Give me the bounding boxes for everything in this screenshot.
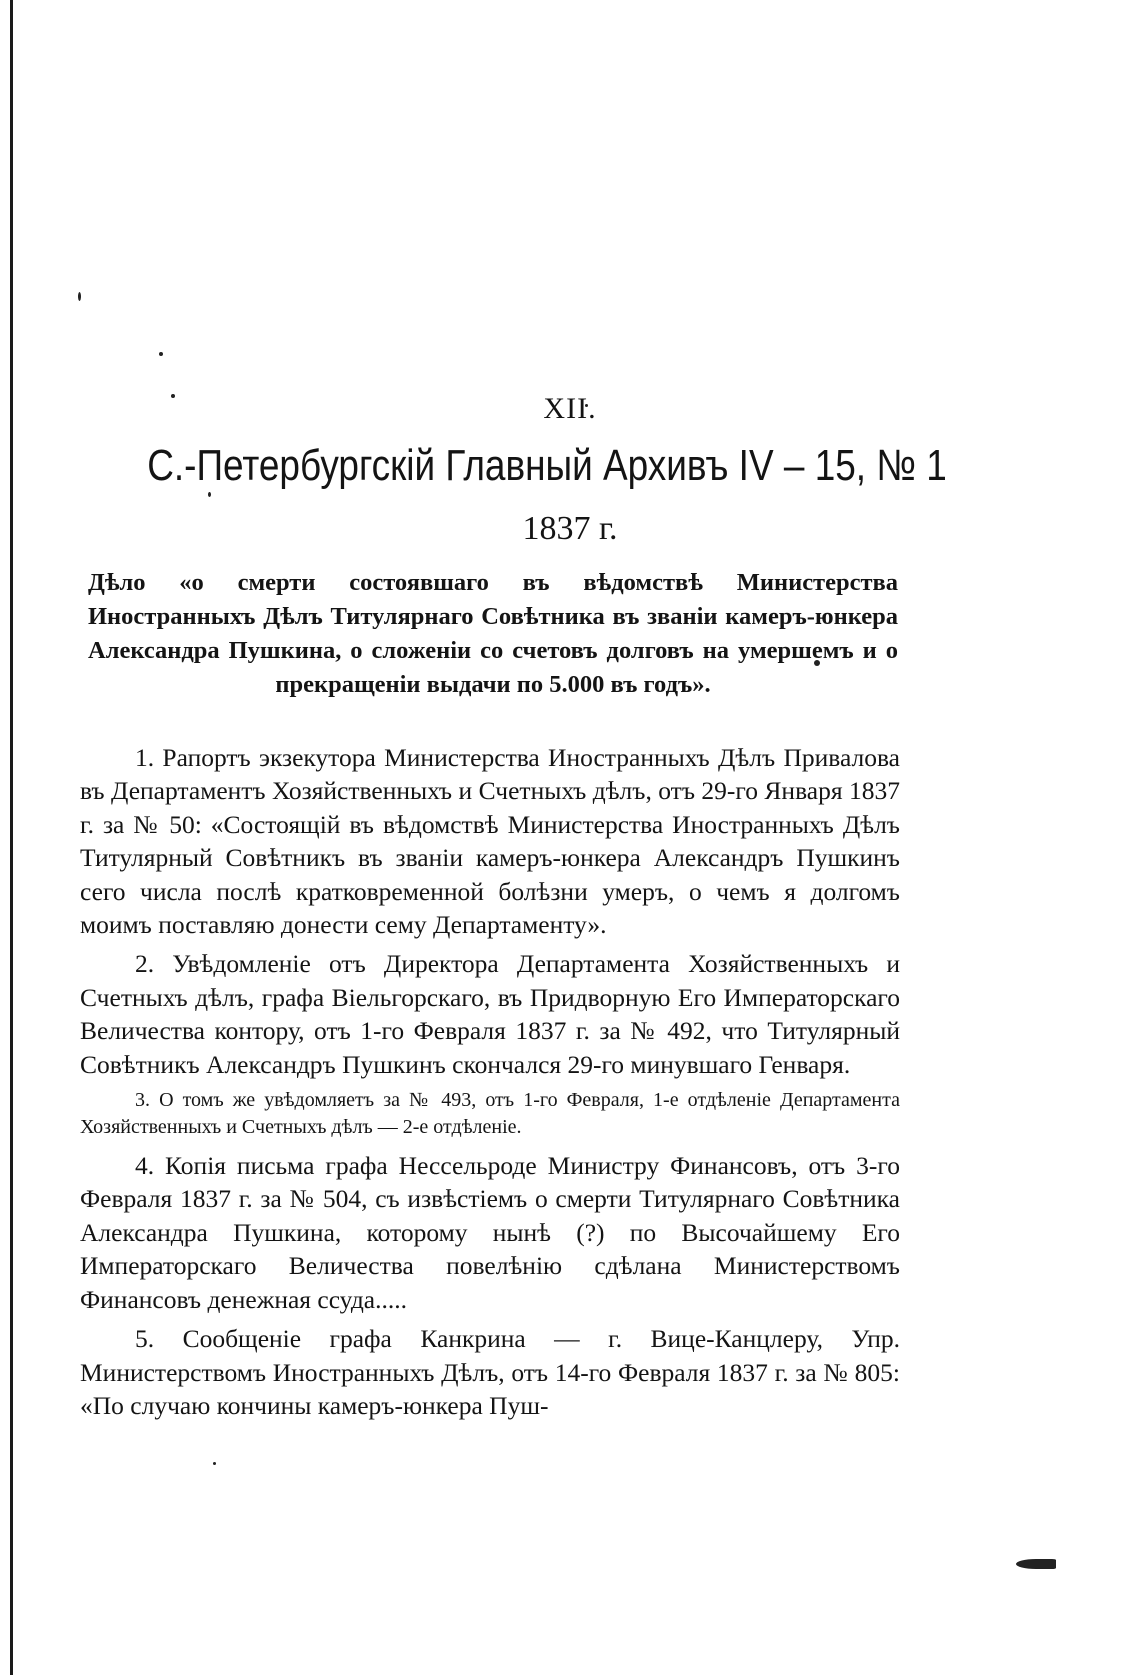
scan-speck bbox=[1016, 1559, 1056, 1569]
document-body bbox=[80, 741, 900, 1422]
scan-speck bbox=[159, 352, 163, 356]
entry-4: 4. Копія письма графа Нессельроде Министру Финансовъ, отъ 3-го Февраля 1837 г. за № 504, съ извѣстіемъ о смерти Титулярнаго Совѣтника Александра Пушкина, которому нынѣ (?) по Высочайшему Его Императорскаго Величества повелѣнію сдѣлана Министерствомъ Финансовъ денежная ссуда..... bbox=[80, 1151, 900, 1314]
entry-3: 3. О томъ же увѣдомляетъ за № 493, отъ 1-го Февраля, 1-е отдѣленіе Департамента Хозяйственныхъ и Счетныхъ дѣлъ — 2-е отдѣленіе. bbox=[80, 1089, 900, 1139]
entry-1: 1. Рапортъ экзекутора Министерства Иностранныхъ Дѣлъ Привалова въ Департаментъ Хозяйственныхъ и Счетныхъ дѣлъ, отъ 29-го Января 1837 г. за № 50: «Состоящій въ вѣдомствѣ Министерства Иностранныхъ Дѣлъ Титулярный Совѣтникъ въ званіи камеръ-юнкера Александръ Пушкинъ сего числа послѣ кратковременной болѣзни умеръ, о чемъ я долгомъ моимъ поставляю донести сему Департаменту». bbox=[80, 743, 900, 940]
page-edge-line bbox=[10, 0, 13, 1675]
scan-speck bbox=[213, 1462, 216, 1465]
archive-title: С.-Петербургскій Главный Архивъ IV – 15, № 1 bbox=[147, 441, 947, 490]
entry-2: 2. Увѣдомленіе отъ Директора Департамента Хозяйственныхъ и Счетныхъ дѣлъ, графа Віельгорскаго, въ Придворную Его Императорскаго Величества контору, отъ 1-го Февраля 1837 г. за № 492, что Титулярный Совѣтникъ Александръ Пушкинъ скончался 29-го минувшаго Генваря. bbox=[80, 949, 900, 1079]
document-year: 1837 г. bbox=[522, 510, 618, 547]
scan-speck bbox=[78, 292, 81, 301]
case-title: Дѣло «о смерти состоявшаго въ вѣдомствѣ Министерства Иностранныхъ Дѣлъ Титулярнаго Совѣтника въ званіи камеръ-юнкера Александра Пушкина, о сложеніи со счетовъ долговъ на умершемъ и о прекращеніи выдачи по 5.000 въ годъ». bbox=[88, 569, 898, 698]
entry-5: 5. Сообщеніе графа Канкрина — г. Вице-Канцлеру, Упр. Министерствомъ Иностранныхъ Дѣлъ, отъ 14-го Февраля 1837 г. за № 805: «По случаю кончины камеръ-юнкера Пуш- bbox=[80, 1324, 900, 1420]
chapter-number: XII. bbox=[543, 392, 597, 425]
